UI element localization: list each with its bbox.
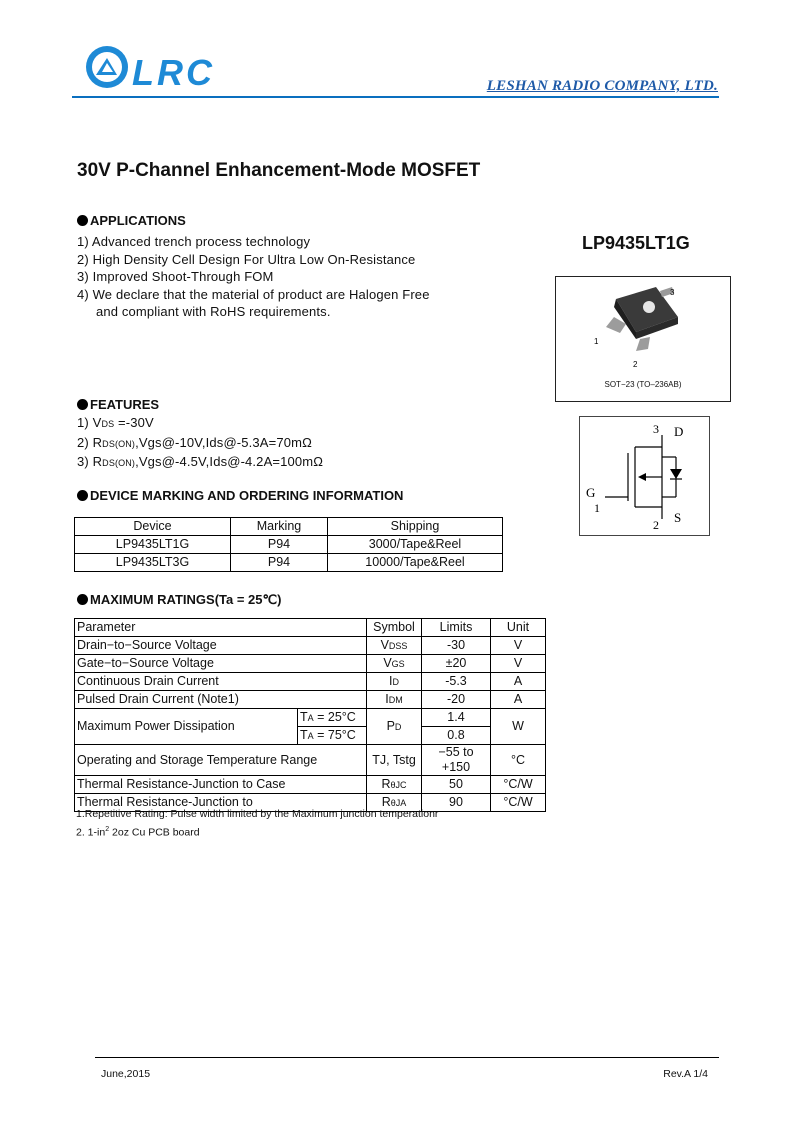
symbol-drain-label: D: [674, 424, 684, 439]
table-cell: Continuous Drain Current: [75, 673, 367, 691]
table-row: [75, 554, 503, 572]
table-cell: VGS: [367, 655, 422, 673]
ordering-heading: DEVICE MARKING AND ORDERING INFORMATION: [77, 488, 403, 503]
table-cell: 1.4: [422, 709, 491, 727]
table-cell: -30: [422, 637, 491, 655]
table-cell: V: [491, 637, 546, 655]
applications-heading: APPLICATIONS: [77, 213, 186, 228]
package-figure: [555, 276, 731, 402]
symbol-source-label: S: [674, 510, 682, 525]
company-name: LESHAN RADIO COMPANY, LTD.: [486, 78, 718, 94]
table-row: [75, 691, 546, 709]
table-row: [75, 673, 546, 691]
table-cell: 3000/Tape&Reel: [328, 536, 503, 554]
symbol-drain-number: 3: [653, 422, 659, 436]
mosfet-symbol-figure: [579, 416, 710, 536]
table-cell: °C/W: [491, 794, 546, 812]
table-cell: ±20: [422, 655, 491, 673]
list-item: 3) RDS(ON),Vgs@-4.5V,Ids@-4.2A=100mΩ: [77, 454, 324, 469]
table-cell: -5.3: [422, 673, 491, 691]
package-pin1-label: 1: [594, 337, 599, 346]
table-cell: Drain−to−Source Voltage: [75, 637, 367, 655]
table-cell: LP9435LT3G: [75, 554, 231, 572]
features-list: [77, 414, 323, 473]
bullet-icon: [77, 490, 88, 501]
table-row: [75, 745, 546, 776]
table-cell: TJ, Tstg: [367, 745, 422, 776]
symbol-gate-label: G: [586, 485, 596, 500]
table-cell: 10000/Tape&Reel: [328, 554, 503, 572]
table-row: [75, 776, 546, 794]
table-cell: Gate−to−Source Voltage: [75, 655, 367, 673]
page-title: 30V P-Channel Enhancement-Mode MOSFET: [77, 160, 481, 181]
table-header-row: [75, 518, 503, 536]
bullet-icon: [77, 399, 88, 410]
table-header-cell: Unit: [491, 619, 546, 637]
header-rule: [72, 96, 719, 98]
logo-icon: [84, 44, 130, 90]
footer-revision: Rev.A 1/4: [663, 1068, 708, 1080]
table-cell: LP9435LT1G: [75, 536, 231, 554]
table-row: [75, 637, 546, 655]
footer-rule: [95, 1057, 719, 1058]
table-cell: °C: [491, 745, 546, 776]
table-header-cell: Limits: [422, 619, 491, 637]
table-header-cell: Shipping: [328, 518, 503, 536]
table-cell: 50: [422, 776, 491, 794]
table-header-cell: Parameter: [75, 619, 367, 637]
package-image: [556, 277, 729, 377]
table-cell: 90: [422, 794, 491, 812]
p-channel-mosfet-symbol-icon: [580, 417, 709, 535]
list-item: 2) RDS(ON),Vgs@-10V,Ids@-5.3A=70mΩ: [77, 434, 312, 450]
table-cell: RθJC: [367, 776, 422, 794]
note-2: 2. $1-in^2$ 2oz Cu PCB board: [76, 826, 200, 839]
note-1: 1.Repetitive Rating: Pulse width limited by the Maximum junction temperationr: [76, 808, 439, 820]
table-cell: A: [491, 673, 546, 691]
part-number: LP9435LT1G: [582, 233, 690, 253]
table-header-cell: Device: [75, 518, 231, 536]
table-cell: PD: [367, 709, 422, 745]
symbol-gate-number: 1: [594, 501, 600, 515]
table-row: [75, 655, 546, 673]
table-header-row: [75, 619, 546, 637]
table-cell: TA = 25°C: [298, 709, 367, 727]
applications-list: [77, 233, 430, 321]
list-item: and compliant with RoHS requirements.: [96, 304, 331, 319]
ratings-table: [74, 618, 546, 812]
table-cell: IDM: [367, 691, 422, 709]
table-cell: Thermal Resistance-Junction to Case: [75, 776, 367, 794]
table-cell: °C/W: [491, 776, 546, 794]
table-row: [75, 709, 546, 727]
list-item: 1) Advanced trench process technology: [77, 234, 311, 249]
table-cell: V: [491, 655, 546, 673]
ratings-heading: MAXIMUM RATINGS(Ta = 25℃): [77, 592, 281, 608]
logo: [84, 44, 130, 90]
list-item: 2) High Density Cell Design For Ultra Low On-Resistance: [77, 251, 416, 267]
table-header-cell: Marking: [231, 518, 328, 536]
table-header-cell: Symbol: [367, 619, 422, 637]
list-item: 3) Improved Shoot-Through FOM: [77, 269, 274, 284]
table-cell: Maximum Power Dissipation: [75, 709, 298, 745]
table-cell: VDSS: [367, 637, 422, 655]
ordering-table: [74, 517, 503, 572]
table-cell: W: [491, 709, 546, 745]
package-caption: SOT−23 (TO–236AB): [604, 380, 682, 389]
bullet-icon: [77, 215, 88, 226]
bullet-icon: [77, 594, 88, 605]
table-cell: A: [491, 691, 546, 709]
table-cell: P94: [231, 536, 328, 554]
table-row: [75, 536, 503, 554]
package-pin2-label: 2: [633, 360, 638, 369]
table-cell: TA = 75°C: [298, 727, 367, 745]
footer-date: June,2015: [101, 1068, 151, 1080]
table-cell: 0.8: [422, 727, 491, 745]
table-cell: Thermal Resistance-Junction to: [75, 794, 367, 812]
table-cell: −55 to +150: [422, 745, 491, 776]
table-cell: Operating and Storage Temperature Range: [75, 745, 367, 776]
list-item: 1) VDS =-30V: [77, 415, 154, 430]
table-cell: ID: [367, 673, 422, 691]
table-cell: RθJA: [367, 794, 422, 812]
table-cell: Pulsed Drain Current (Note1): [75, 691, 367, 709]
symbol-source-number: 2: [653, 518, 659, 532]
list-item: 4) We declare that the material of product are Halogen Free: [77, 286, 430, 302]
table-cell: P94: [231, 554, 328, 572]
features-heading: FEATURES: [77, 397, 159, 412]
package-pin3-label: 3: [670, 288, 675, 297]
logo-text: LRC: [132, 52, 215, 93]
table-cell: -20: [422, 691, 491, 709]
